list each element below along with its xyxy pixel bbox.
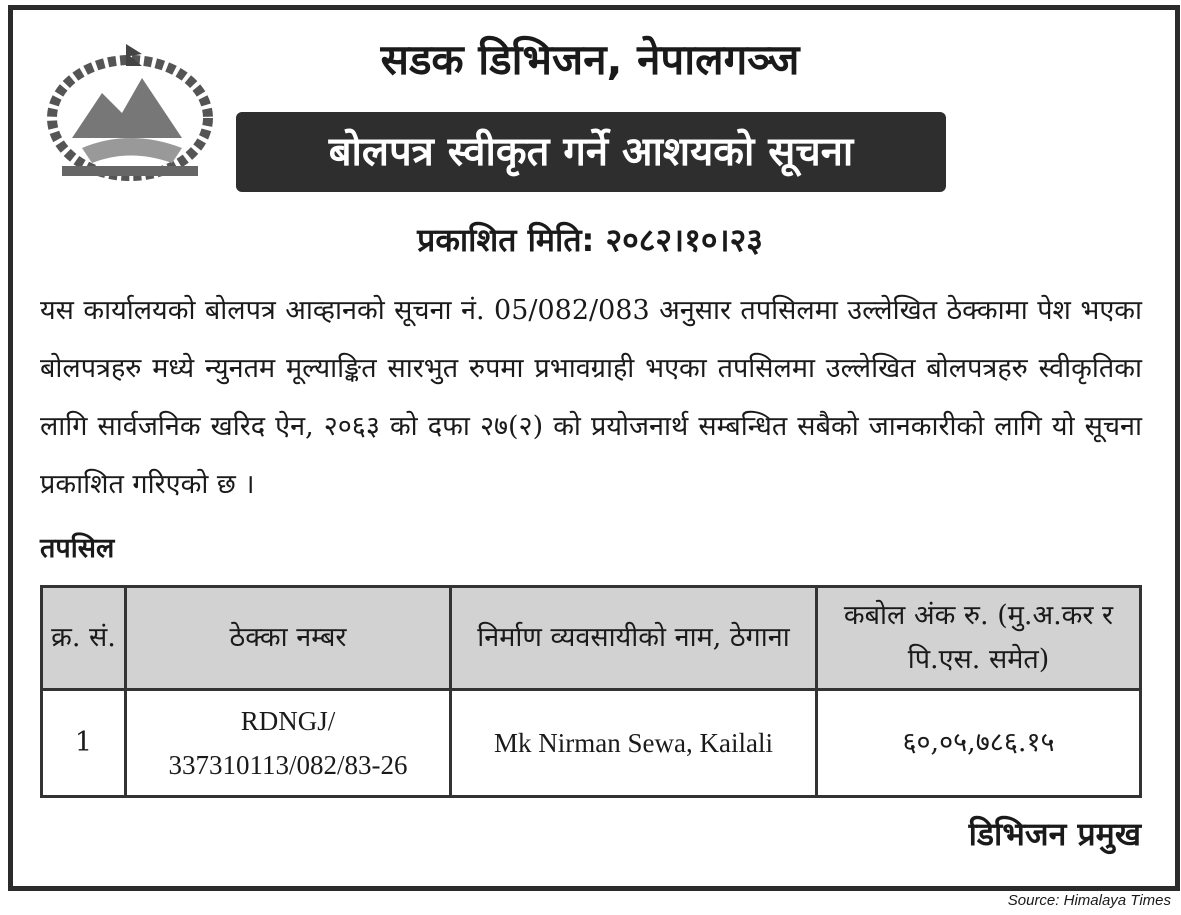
office-title: सडक डिभिजन, नेपालगञ्ज <box>380 35 800 84</box>
table-row <box>42 690 1141 797</box>
notice-paragraph: यस कार्यालयको बोलपत्र आव्हानको सूचना नं. 05/082/083 अनुसार तपसिलमा उल्लेखित ठेक्कामा पेश भएका बोलपत्रहरु मध्ये न्युनतम मूल्याङ्कित सारभुत रुपमा प्रभावग्राही भएका तपसिलमा उल्लेखित बोलपत्रहरु स्वीकृतिका लागि सार्वजनिक खरिद ऐन, २०६३ को दफा २७(२) को प्रयोजनार्थ सम्बन्धित सबैको जानकारीको लागि यो सूचना प्रकाशित गरिएको छ । <box>40 295 1142 500</box>
cell-contract-no: RDNGJ/ 337310113/082/83-26 <box>126 690 451 797</box>
bid-table <box>40 585 1142 798</box>
notice-banner: बोलपत्र स्वीकृत गर्ने आशयको सूचना <box>236 112 946 192</box>
header-contract-no: ठेक्का नम्बर <box>126 587 451 690</box>
cell-bid-amount: ६०,०५,७८६.१५ <box>817 690 1141 797</box>
source-credit: Source: Himalaya Times <box>1007 892 1171 909</box>
cell-sn: 1 <box>42 690 126 797</box>
nepal-emblem-icon <box>42 38 218 186</box>
header-bid-amount: कबोल अंक रु. (मु.अ.कर र पि.एस. समेत) <box>817 587 1141 690</box>
header-contractor: निर्माण व्यवसायीको नाम, ठेगाना <box>451 587 817 690</box>
cell-contractor: Mk Nirman Sewa, Kailali <box>451 690 817 797</box>
signature: डिभिजन प्रमुख <box>968 815 1141 853</box>
publish-date: प्रकाशित मिति: २०८२।१०।२३ <box>417 221 763 259</box>
table-header-row <box>42 587 1141 690</box>
schedule-heading: तपसिल <box>40 533 115 564</box>
header-sn: क्र. सं. <box>42 587 126 690</box>
